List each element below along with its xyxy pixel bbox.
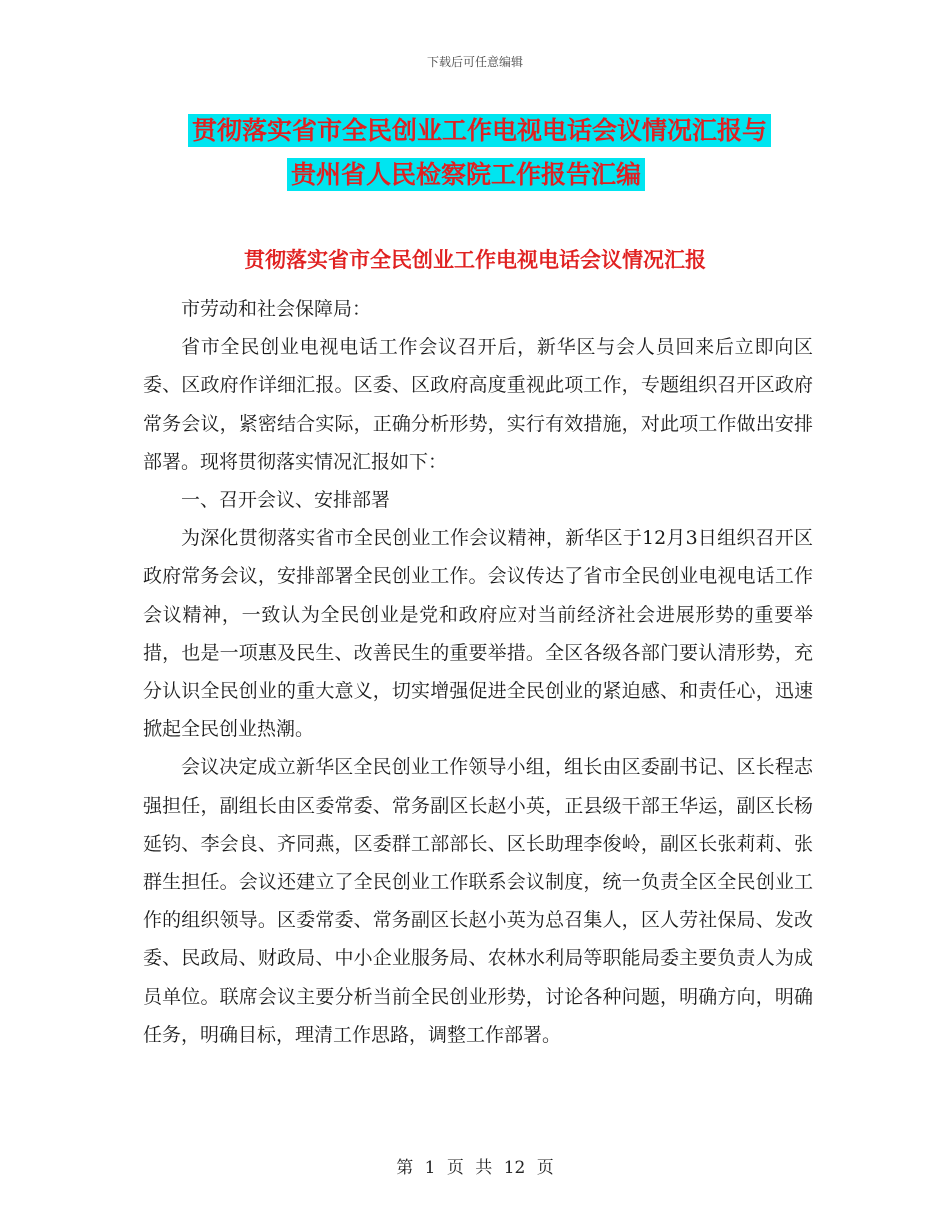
salutation: 市劳动和社会保障局： — [181, 298, 372, 320]
page-number: 第 1 页 共 12 页 — [396, 1158, 554, 1178]
document-title-line-1 — [188, 108, 808, 153]
document-title-line-2 — [287, 152, 907, 197]
paragraph: 会议决定成立新华区全民创业工作领导小组，组长由区委副书记、区长程志强担任，副组长由区委常委、常务副区长赵小英，正县级干部王华运，副区长杨延钧、李会良、齐同燕，区委群工部部长、区长助理李俊岭，副区长张莉莉、张群生担任。会议还建立了全民创业工作联系会议制度，统一负责全区全民创业工作的组织领导。区委常委、常务副区长赵小英为总召集人，区人劳社保局、发改委、民政局、财政局、中小企业服务局、农林水利局等职能局委主要负责人为成员单位。联席会议主要分析当前全民创业形势，讨论各种问题，明确方向，明确任务，明确目标，理清工作思路，调整工作部署。 — [143, 756, 813, 1046]
header-note: 下载后可任意编辑 — [426, 55, 523, 69]
paragraph: 为深化贯彻落实省市全民创业工作会议精神，新华区于12月3日组织召开区政府常务会议，安排部署全民创业工作。会议传达了省市全民创业电视电话工作会议精神，一致认为全民创业是党和政府应对当前经济社会进展形势的重要举措，也是一项惠及民生、改善民生的重要举措。全区各级各部门要认清形势，充分认识全民创业的重大意义，切实增强促进全民创业的紧迫感、和责任心，迅速掀起全民创业热潮。 — [143, 527, 813, 741]
section-title: 贯彻落实省市全民创业工作电视电话会议情况汇报 — [244, 248, 706, 272]
title-highlight-2: 贵州省人民检察院工作报告汇编 — [287, 158, 645, 191]
document-body — [143, 290, 813, 1054]
paragraph: 省市全民创业电视电话工作会议召开后，新华区与会人员回来后立即向区委、区政府作详细汇报。区委、区政府高度重视此项工作，专题组织召开区政府常务会议，紧密结合实际，正确分析形势，实行有效措施，对此项工作做出安排部署。现将贯彻落实情况汇报如下： — [143, 336, 813, 473]
section-heading: 一、召开会议、安排部署 — [181, 489, 391, 512]
title-highlight-1: 贯彻落实省市全民创业工作电视电话会议情况汇报与 — [188, 114, 771, 147]
